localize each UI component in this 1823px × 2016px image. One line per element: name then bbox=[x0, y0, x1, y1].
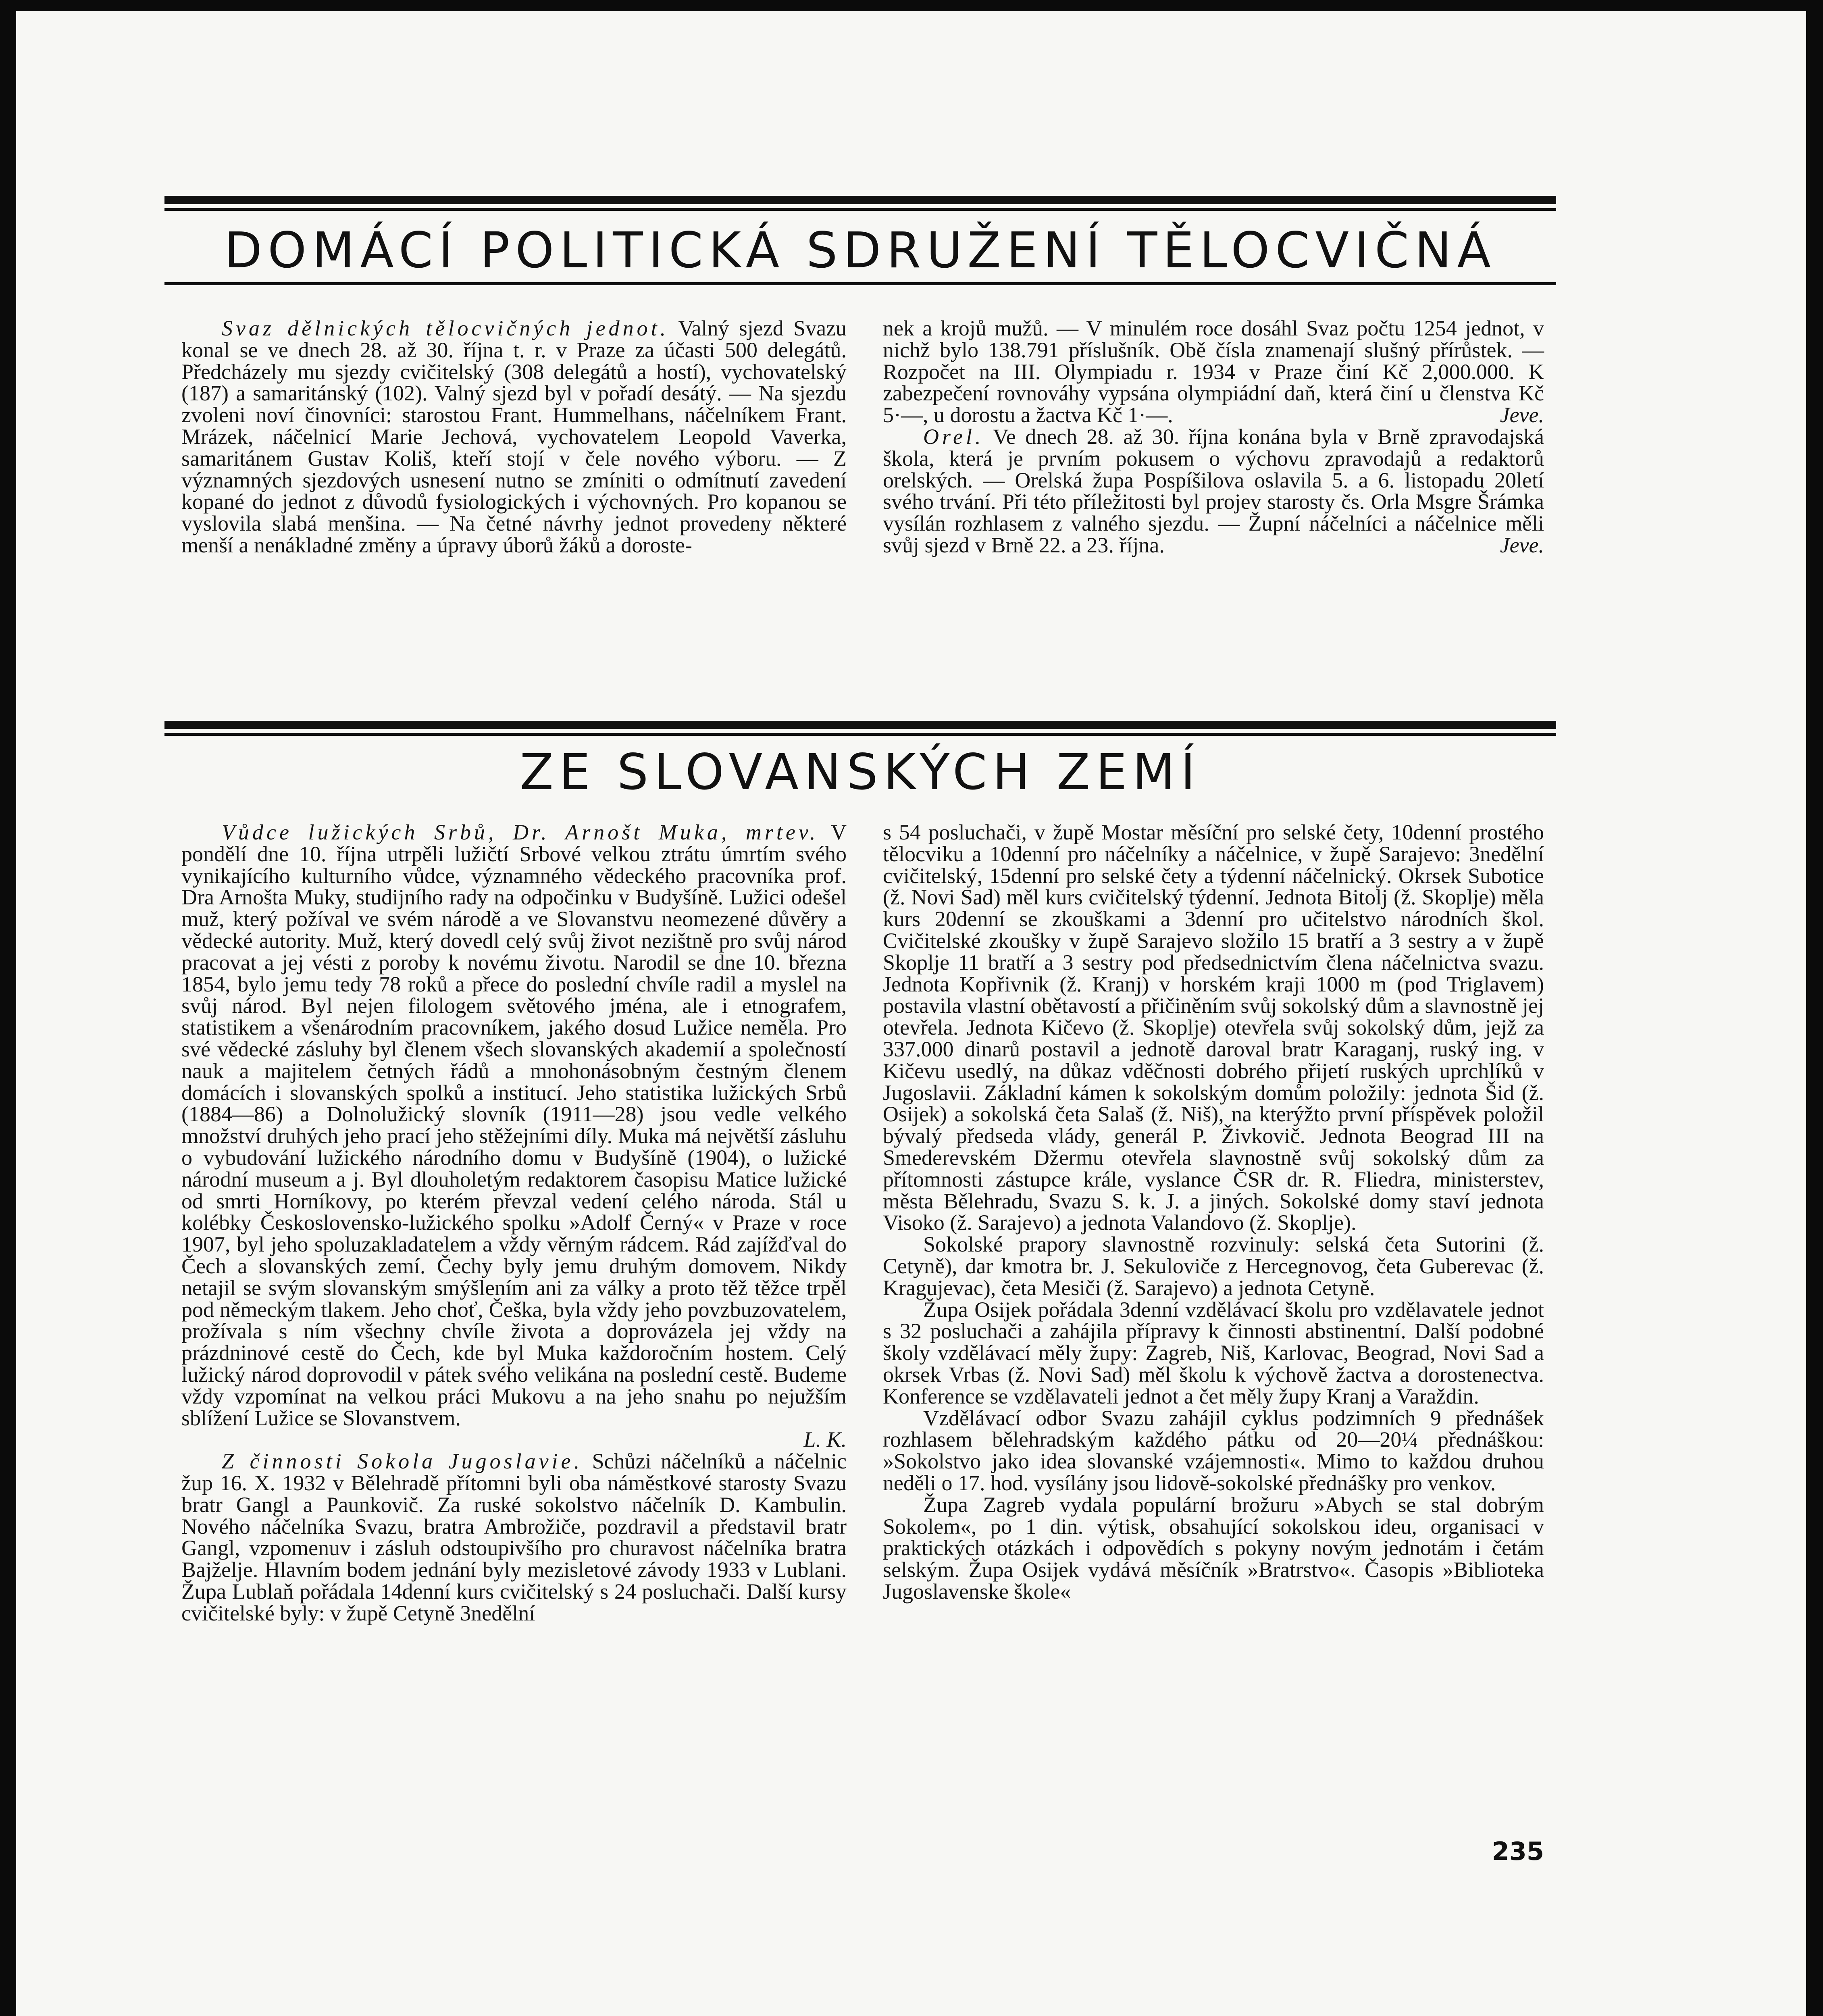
article-text: Valný sjezd Svazu konal se ve dnech 28. až 30. října t. r. v Praze za účasti 500 delegátů. Předcházely mu sjezdy cvičitelský (308 delegátů a hostí), vychovatelský (187) a samaritánský (102). Valný sjezd byl v pořadí desátý. — Na sjezdu zvoleni noví činovníci: starostou Frant. Hummelhans, náčelníkem Frant. Mrázek, náčelnicí Marie Jechová, vychovatelem Leopold Vaverka, samaritánem Gustav Koliš, kteří stojí v čele nového výboru. — Z významných sjezdových usnesení nutno se zmíniti o odmítnutí zavedení kopané do jednot z důvodů fysiologických i výchovných. Pro kopanou se vyslovila slabá menšina. — Na četné návrhy jednot provedeny některé menší a nenákladné změny a úpravy úborů žáků a doroste- bbox=[181, 316, 847, 557]
page-number: 235 bbox=[1492, 1837, 1544, 1866]
paragraph: s 54 posluchači, v župě Mostar měsíční pro selské čety, 10denní prostého tělocviku a 10denní pro náčelníky a náčelnice, v župě Sarajevo: 3nedělní cvičitelský, 15denní pro selské čety a týdenní náčelnický. Okrsek Subotice (ž. Novi Sad) měl kurs cvičitelský týdenní. Jednota Bitolj (ž. Skoplje) měla kurs 20denní se zkouškami a 3denní pro učitelstvo národních škol. Cvičitelské zkoušky v župě Sarajevo složilo 15 bratří a 3 sestry a v župě Skoplje 11 bratří a 3 sestry pod předsednictvím člena náčelnictva svazu. Jednota Kopřivnik (ž. Kranj) v horském kraji 1000 m (pod Triglavem) postavila vlastní obětavostí a přičiněním svůj sokolský dům a slavnostně jej otevřela. Jednota Kičevo (ž. Skoplje) otevřela svůj sokolský dům, jejž za 337.000 dinarů postavil a jednotě daroval bratr Karaganj, ruský ing. v Kičevu usedlý, na důkaz vděčnosti dobrého přijetí ruských uprchlíků v Jugoslavii. Základní kámen k sokolským domům položily: jednota Šid (ž. Osijek) a sokolská četa Salaš (ž. Niš), na kterýžto první příspěvek položil bývalý předseda vlády, generál P. Živkovič. Jednota Beograd III na Smederevském Džermu otevřela slavnostně svůj sokolský dům za přítomnosti zástupce krále, vyslance ČSR dr. R. Fliedra, ministerstev, města Bělehradu, Svazu S. k. J. a jiných. Sokolské domy staví jednota Visoko (ž. Sarajevo) a jednota Valandovo (ž. Skoplje). bbox=[883, 820, 1544, 1235]
section-rule-top-thin bbox=[164, 208, 1556, 211]
article-orel bbox=[883, 426, 1544, 556]
article-text: Schůzi náčelníků a náčelnic žup 16. X. 1932 v Bělehradě přítomni byli oba náměstkové starosty Svazu bratr Gangl a Paunkovič. Za ruské sokolstvo náčelník D. Kambulin. Nového náčelníka Svazu, bratra Ambrožiče, pozdravil a představil bratr Gangl, vzpomenuv i zásluh odstoupivšího pro churavost náčelníka bratra Bajželje. Hlavním bodem jednání byly mezisletové závody 1933 v Lublani. Župa Lublaň pořádala 14denní kurs cvičitelský s 24 posluchači. Další kursy cvičitelské byly: v župě Cetyně 3nedělní bbox=[181, 1449, 847, 1625]
author-signature: Jeve. bbox=[1500, 403, 1544, 427]
section-rule-top-thin bbox=[164, 733, 1556, 736]
article-lead: Z činnosti Sokola Jugoslavie. bbox=[222, 1449, 583, 1474]
section1-right-column bbox=[883, 318, 1544, 556]
section1-left-column bbox=[181, 318, 847, 556]
author-signature: L. K. bbox=[803, 1427, 847, 1452]
section-rule-bottom bbox=[164, 282, 1556, 285]
paragraph: Vzdělávací odbor Svazu zahájil cyklus podzimních 9 přednášek rozhlasem bělehradským každého pátku od 20—20¼ přednáškou: »Sokolstvo jako idea slovanské vzájemnosti«. Mimo to každou druhou neděli o 17. hod. vysílány jsou lidově-sokolské přednášky pro venkov. bbox=[883, 1406, 1544, 1495]
section-title-domaci: DOMÁCÍ POLITICKÁ SDRUŽENÍ TĚLOCVIČNÁ bbox=[224, 222, 1496, 279]
journal-page bbox=[16, 11, 1806, 2016]
section-rule-top bbox=[164, 196, 1556, 204]
article-sokol-jugoslavie bbox=[181, 1451, 847, 1624]
paragraph: Župa Zagreb vydala populární brožuru »Abych se stal dobrým Sokolem«, po 1 din. výtisk, obsahující sokolskou ideu, organisaci v praktických otázkách i odpovědích s pokyny novým jednotám i četám selským. Župa Osijek vydává měsíčník »Bratrstvo«. Časopis »Biblioteka Jugoslavenske škole« bbox=[883, 1492, 1544, 1604]
article-svaz-continued bbox=[883, 318, 1544, 426]
article-lead: Orel. bbox=[923, 424, 984, 449]
paragraph: Župa Osijek pořádala 3denní vzdělávací školu pro vzdělavatele jednot s 32 posluchači a zahájila přípravy k činnosti abstinentní. Další podobné školy vzdělávací měly župy: Zagreb, Niš, Karlovac, Beograd, Novi Sad a okrsek Vrbas (ž. Novi Sad) měl školu k výchově žactva a dorostenectva. Konference se vzdělavateli jednot a čet měly župy Kranj a Varaždin. bbox=[883, 1297, 1544, 1408]
article-lead: Vůdce lužických Srbů, Dr. Arnošt Muka, mrtev. bbox=[222, 820, 819, 844]
article-muka bbox=[181, 822, 847, 1429]
paragraph: Sokolské prapory slavnostně rozvinuly: selská četa Sutorini (ž. Cetyně), dar kmotra br. J. Sekuloviče z Hercegnovog, četa Guberevac (ž. Kragujevac), četa Mesiči (ž. Sarajevo) a jednota Cetyně. bbox=[883, 1232, 1544, 1300]
article-text: Ve dnech 28. až 30. října konána byla v Brně zpravodajská škola, která je prvním pokusem o výchovu zpravodajů a redaktorů orelských. — Orelská župa Pospíšilova oslavila 5. a 6. listopadu 20letí svého trvání. Při této příležitosti byl projev starosty čs. Orla Msgre Šrámka vysílán rozhlasem z valného sjezdu. — Župní náčelníci a náčelnice měli svůj sjezd v Brně 22. a 23. října. bbox=[883, 424, 1544, 557]
section-title-slovanske: ZE SLOVANSKÝCH ZEMÍ bbox=[520, 744, 1201, 801]
section2-right-column bbox=[883, 822, 1544, 1603]
author-signature: Jeve. bbox=[1500, 533, 1544, 557]
article-svaz bbox=[181, 318, 847, 556]
section-rule-top bbox=[164, 721, 1556, 729]
article-text: V pondělí dne 10. října utrpěli lužičtí Srbové velkou ztrátu úmrtím svého vynikajícího kulturního vůdce, významného vědeckého pracovníka prof. Dra Arnošta Muky, studijního rady na odpočinku v Budyšíně. Lužici odešel muž, který požíval ve svém národě a ve Slovanstvu neomezené důvěry a vědecké autority. Muž, který dovedl celý svůj život nezištně pro svůj národ pracovat a jej vésti z poroby k novému životu. Narodil se dne 10. března 1854, bylo jemu tedy 78 roků a přece do poslední chvíle radil a myslel na svůj národ. Byl nejen filologem světového jména, ale i etnografem, statistikem a všenárodním pracovníkem, jakého dosud Lužice neměla. Pro své vědecké zásluhy byl členem všech slovanských akademií a společností nauk a majitelem četných řádů a mnohonásobným čestným členem domácích i slovanských spolků a institucí. Jeho statistika lužických Srbů (1884—86) a Dolnolužický slovník (1911—28) jsou vedle velkého množství druhých jeho prací jeho stěžejními díly. Muka má největší zásluhu o vybudování lužického národního domu v Budyšíně (1904), o lužické národní museum a j. Byl dlouholetým redaktorem časopisu Matice lužické od smrti Horníkovy, po kterém převzal vedení celého národa. Stál u kolébky Československo-lužického spolku »Adolf Černý« v Praze v roce 1907, byl jeho spoluzakladatelem a vždy věrným rádcem. Rád zajížďval do Čech a slovanských zemí. Čechy byly jemu druhým domovem. Nikdy netajil se svým slovanským smýšlením ani za války a proto těž těžce trpěl pod německým tlakem. Jeho choť, Češka, byla vždy jeho povzbuzovatelem, prožívala s ním všechny chvíle života a doprovázela jej vždy na prázdninové cestě do Čech, kde byl Muka každoročním hostem. Celý lužický národ doprovodil v pátek svého velikána na poslední cestě. Budeme vždy vzpomínat na velkou práci Mukovu a na jeho snahu po nejužším sblížení Lužice se Slovanstvem. bbox=[181, 820, 847, 1430]
section2-left-column bbox=[181, 822, 847, 1624]
article-lead: Svaz dělnických tělocvičných jednot. bbox=[222, 316, 669, 340]
article-text: nek a krojů mužů. — V minulém roce dosáhl Svaz počtu 1254 jednot, v nichž bylo 138.791 příslušník. Obě čísla znamenají slušný přírůstek. — Rozpočet na III. Olympiadu r. 1934 v Praze činí Kč 2,000.000. K zabezpečení rovnováhy vypsána olympiádní daň, která činí u členstva Kč 5·—, u dorostu a žactva Kč 1·—. bbox=[883, 316, 1544, 427]
